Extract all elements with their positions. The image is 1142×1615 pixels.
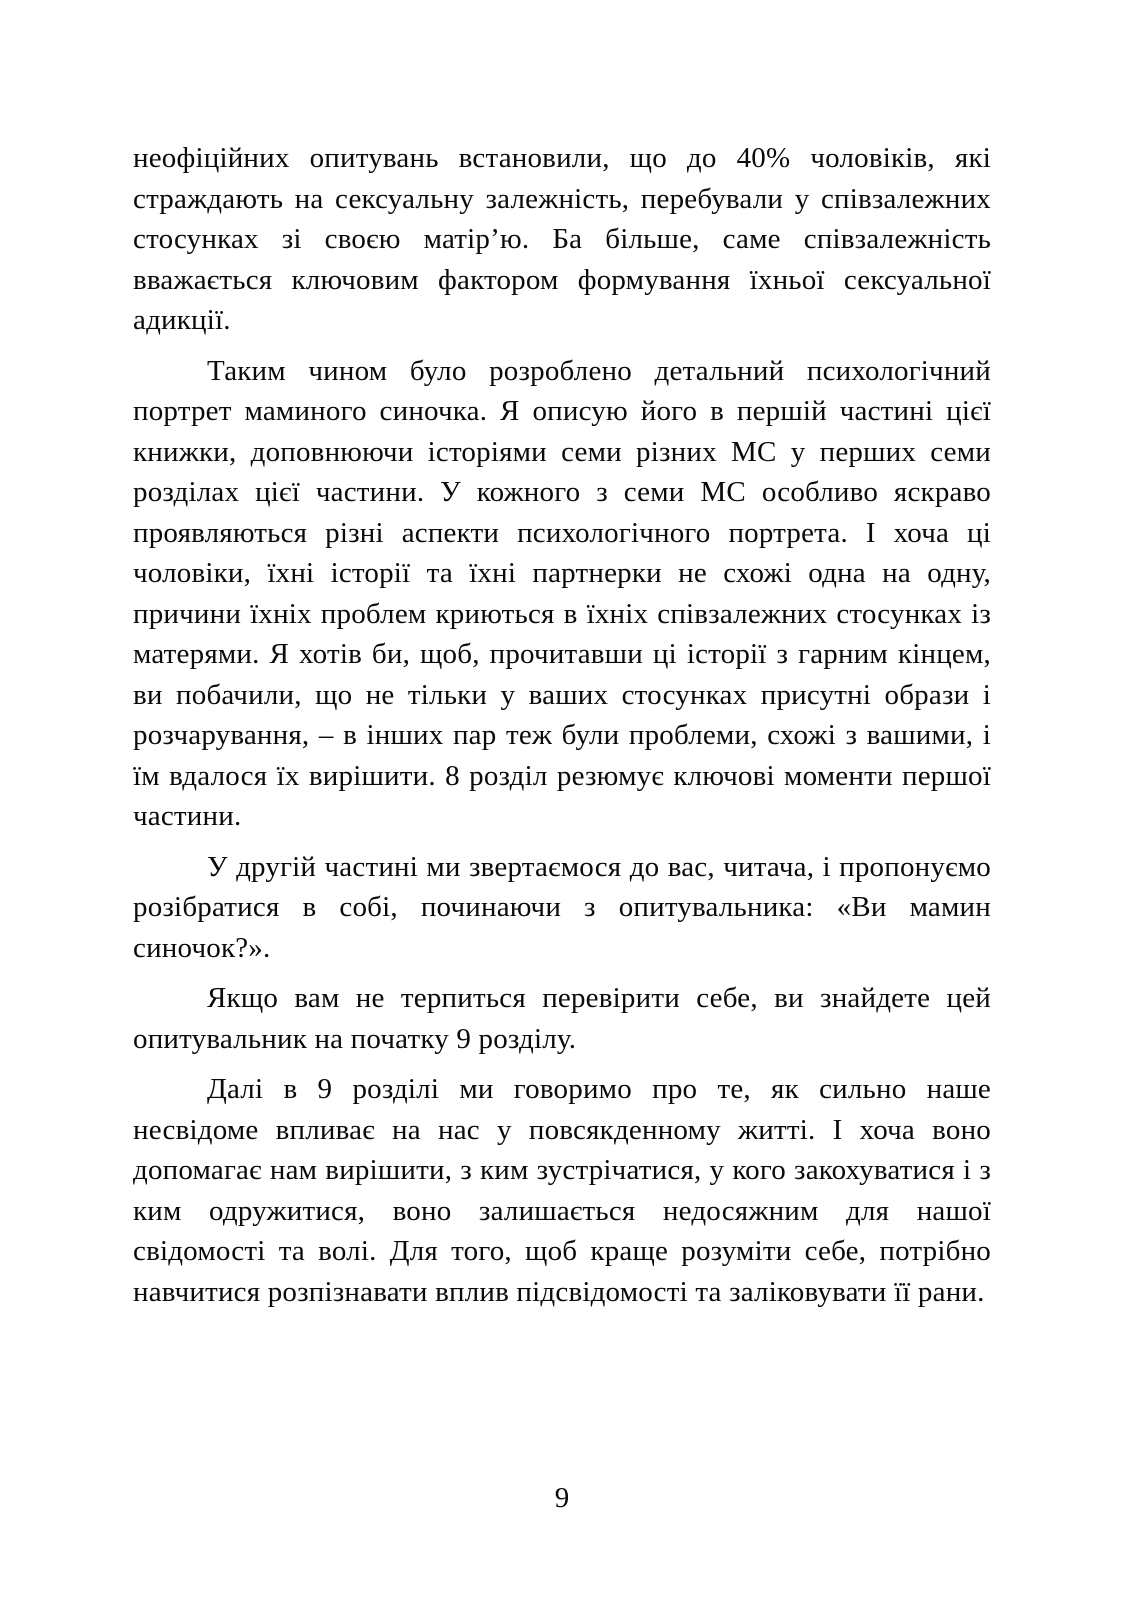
page-number: 9 [554, 1482, 570, 1514]
paragraph: Далі в 9 розділі ми говоримо про те, як сильно наше несвідоме впливає на нас у повсякденному житті. І хоча воно допомагає нам вирішити, з ким зустрічатися, у кого закохуватися і з ким одружитися, воно залишається недосяжним для нашої свідомості та волі. Для того, щоб краще розуміти себе, потрібно навчитися розпізнавати вплив підсвідомості та заліковувати її рани. [133, 1073, 991, 1308]
paragraph: Таким чином було розроблено детальний психологічний портрет маминого синочка. Я описую його в першій частині цієї книжки, доповнюючи історіями семи різних МС у перших семи розділах цієї частини. У кожного з семи МС особливо яскраво проявляються різні аспекти психологічного портрета. І хоча ці чоловіки, їхні історії та їхні партнерки не схожі одна на одну, причини їхніх проблем криються в їхніх співзалежних стосунках із матерями. Я хотів би, щоб, прочитавши ці історії з гарним кінцем, ви побачили, що не тільки у ваших стосунках присутні образи і розчарування, – в інших пар теж були проблеми, схожі з вашими, і їм вдалося їх вирішити. 8 розділ резюмує ключові моменти першої частини. [133, 354, 991, 832]
paragraph: У другій частині ми звертаємося до вас, читача, і пропонуємо розібратися в собі, починаючи з опитувальника: «Ви мамин синочок?». [133, 850, 991, 964]
text-block [133, 138, 991, 1322]
paragraph: неофіційних опитувань встановили, що до 40% чоловіків, які страждають на сексуальну залежність, перебували у співзалежних стосунках зі своєю матір’ю. Ба більше, саме співзалежність вважається ключовим фактором формування їхньої сексуальної адикції. [133, 142, 991, 336]
paragraph: Якщо вам не терпиться перевірити себе, ви знайдете цей опитувальник на початку 9 розділу. [133, 982, 991, 1055]
